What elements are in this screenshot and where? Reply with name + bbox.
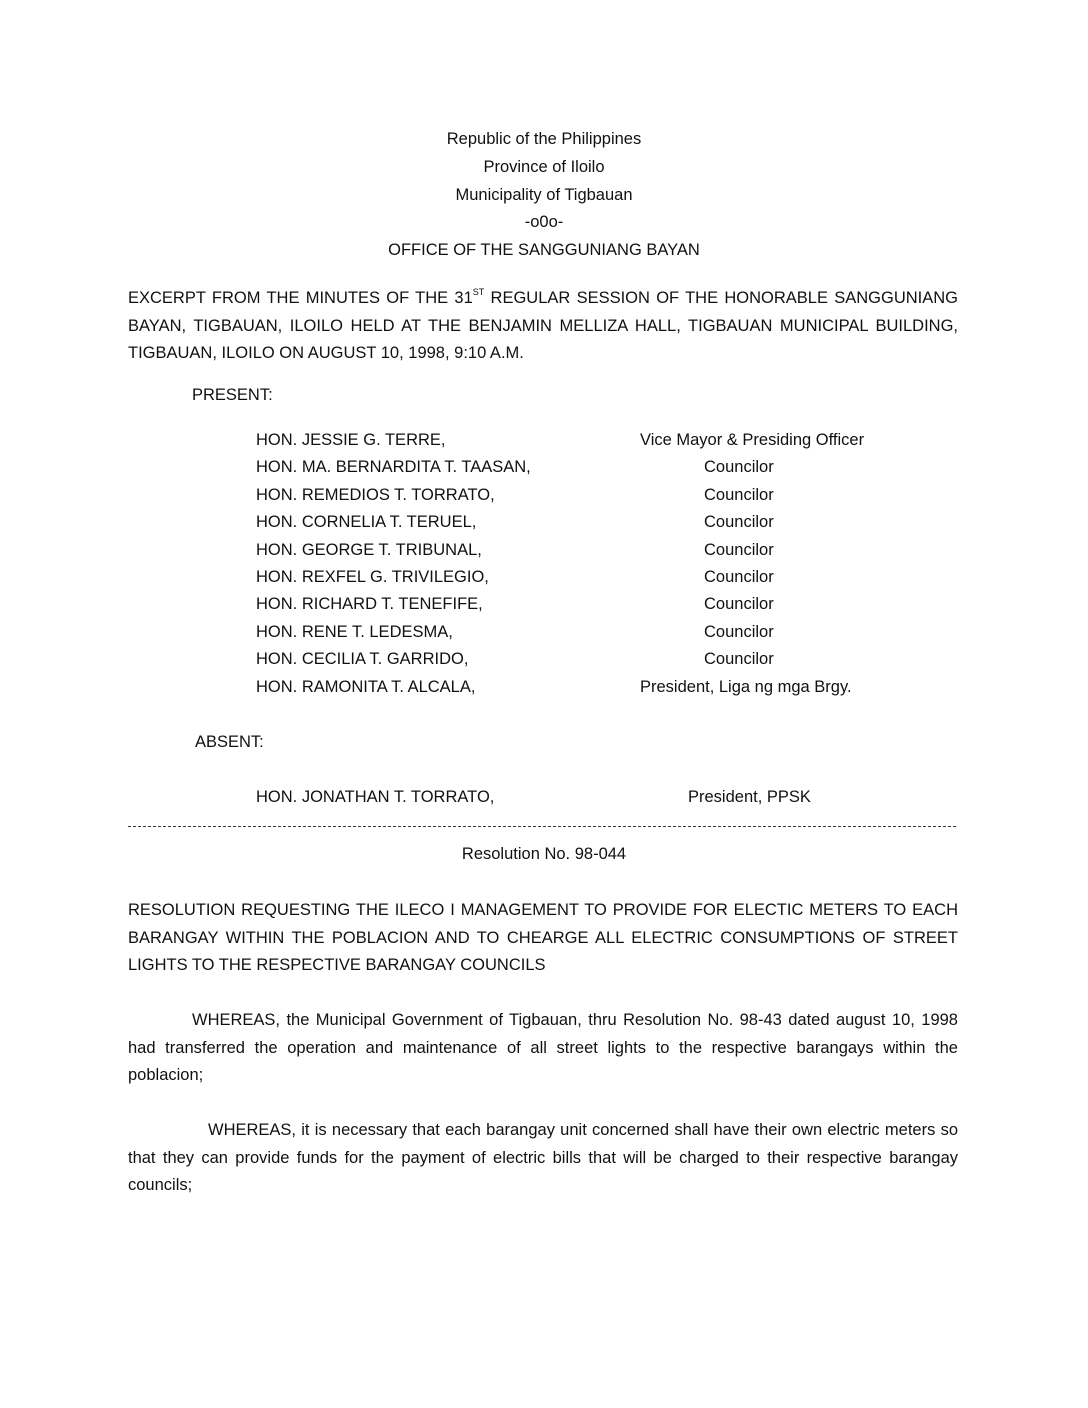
- excerpt-text-start: EXCERPT FROM THE MINUTES OF THE 31: [128, 289, 473, 307]
- member-role: Councilor: [704, 595, 774, 613]
- member-name: HON. GEORGE T. TRIBUNAL,: [256, 541, 482, 559]
- header-province: Province of Iloilo: [483, 158, 605, 176]
- member-name: HON. MA. BERNARDITA T. TAASAN,: [256, 458, 531, 476]
- member-role: President, Liga ng mga Brgy.: [640, 678, 852, 696]
- whereas-paragraph-1: WHEREAS, the Municipal Government of Tigbauan, thru Resolution No. 98-43 dated august 10, 1998 had transferred the operation and maintenance of all street lights to the respective barangays within the poblacion;: [128, 1011, 958, 1084]
- header-separator: -o0o-: [524, 213, 564, 231]
- member-role: Councilor: [704, 541, 774, 559]
- member-name: HON. REMEDIOS T. TORRATO,: [256, 486, 495, 504]
- member-role: Vice Mayor & Presiding Officer: [640, 431, 865, 449]
- member-role: President, PPSK: [688, 788, 811, 806]
- member-name: HON. RENE T. LEDESMA,: [256, 623, 453, 641]
- member-role: Councilor: [704, 458, 774, 476]
- absent-label: ABSENT:: [195, 733, 264, 751]
- member-role: Councilor: [704, 568, 774, 586]
- excerpt-superscript: ST: [472, 287, 485, 297]
- resolution-title: RESOLUTION REQUESTING THE ILECO I MANAGEMENT TO PROVIDE FOR ELECTIC METERS TO EACH BARANGAY WITHIN THE POBLACION AND TO CHEARGE ALL ELECTRIC CONSUMPTIONS OF STREET LIGHTS TO THE RESPECTIVE BARANGAY COUNCILS: [128, 901, 958, 974]
- present-label: PRESENT:: [192, 386, 273, 404]
- member-role: Councilor: [704, 486, 774, 504]
- dashed-divider: [128, 826, 956, 827]
- member-name: HON. RICHARD T. TENEFIFE,: [256, 595, 483, 613]
- member-name: HON. JONATHAN T. TORRATO,: [256, 788, 495, 806]
- member-role: Councilor: [704, 650, 774, 668]
- excerpt-paragraph: [128, 285, 958, 368]
- member-name: HON. RAMONITA T. ALCALA,: [256, 678, 476, 696]
- whereas-paragraph-2: WHEREAS, it is necessary that each barangay unit concerned shall have their own electric meters so that they can provide funds for the payment of electric bills that will be charged to their respective barangay councils;: [128, 1121, 958, 1194]
- header-municipality: Municipality of Tigbauan: [455, 186, 633, 204]
- excerpt-text-rest: REGULAR SESSION OF THE HONORABLE SANGGUNIANG BAYAN, TIGBAUAN, ILOILO HELD AT THE BENJAMIN MELLIZA HALL, TIGBAUAN MUNICIPAL BUILDING, TIGBAUAN, ILOILO ON AUGUST 10, 1998, 9:10 A.M.: [128, 289, 958, 362]
- member-name: HON. REXFEL G. TRIVILEGIO,: [256, 568, 489, 586]
- member-name: HON. JESSIE G. TERRE,: [256, 431, 446, 449]
- header-republic: Republic of the Philippines: [446, 130, 642, 148]
- header-office: OFFICE OF THE SANGGUNIANG BAYAN: [388, 241, 700, 259]
- member-name: HON. CECILIA T. GARRIDO,: [256, 650, 469, 668]
- member-role: Councilor: [704, 513, 774, 531]
- member-role: Councilor: [704, 623, 774, 641]
- member-name: HON. CORNELIA T. TERUEL,: [256, 513, 477, 531]
- resolution-number: Resolution No. 98-044: [461, 845, 627, 863]
